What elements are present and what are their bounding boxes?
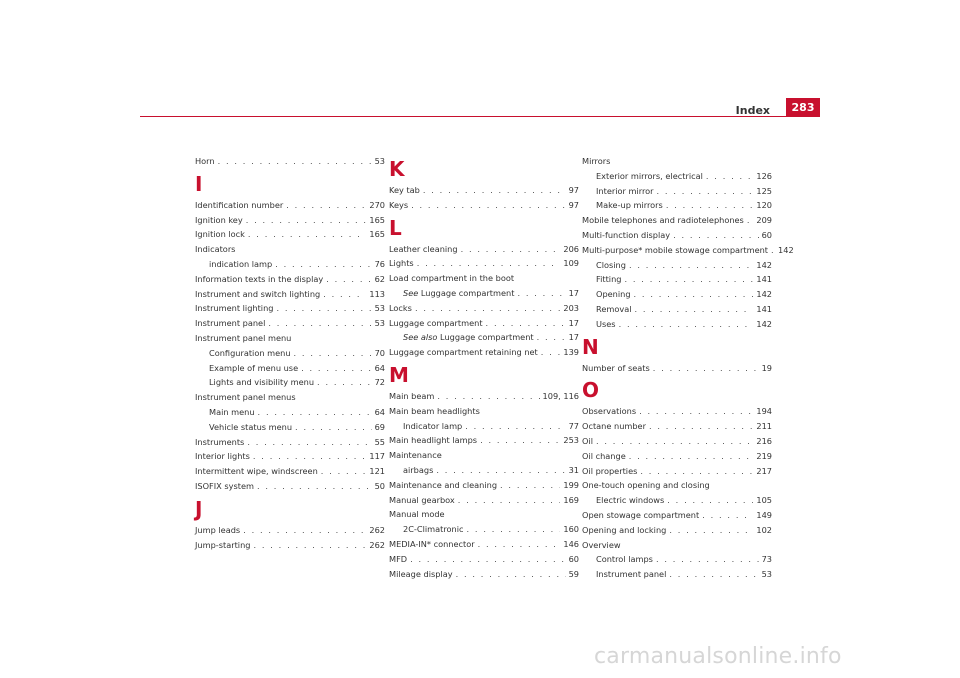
index-subentry <box>582 287 772 302</box>
index-entry-label: Uses <box>596 318 616 329</box>
index-page-number: 17 <box>568 287 579 298</box>
index-entry <box>582 243 794 258</box>
index-page-number: 199 <box>563 479 579 490</box>
dot-leader <box>248 227 366 242</box>
index-page-number: 60 <box>761 229 772 240</box>
index-section-letter: N <box>582 334 599 359</box>
dot-leader <box>276 301 371 316</box>
index-entry-label: MEDIA-IN* connector <box>389 538 475 549</box>
index-subentry <box>582 302 772 317</box>
index-page-number: 17 <box>568 317 579 328</box>
dot-leader <box>467 522 561 537</box>
index-entry <box>389 537 579 552</box>
index-entry <box>582 464 772 479</box>
page-number-badge: 283 <box>786 98 820 117</box>
index-page-number: 209 <box>756 215 772 226</box>
dot-leader <box>417 256 561 271</box>
index-subentry <box>582 493 772 508</box>
index-entry-label: Leather cleaning <box>389 243 458 254</box>
index-entry <box>389 478 579 493</box>
index-subentry <box>195 375 385 390</box>
index-entry-label: Multi-function display <box>582 229 671 240</box>
index-page-number: 125 <box>756 185 772 196</box>
index-page-number: 60 <box>568 553 579 564</box>
index-entry-label: Main headlight lamps <box>389 435 478 446</box>
dot-leader <box>247 435 371 450</box>
index-entry <box>582 213 772 228</box>
index-page-number: 270 <box>369 199 385 210</box>
index-entry-label: Make-up mirrors <box>596 200 663 211</box>
index-subentry <box>582 198 772 213</box>
index-page-number: 53 <box>374 156 385 166</box>
index-column-2 <box>389 154 579 581</box>
index-subentry <box>195 346 385 361</box>
index-page-number: 253 <box>563 435 579 446</box>
index-entry <box>195 479 385 494</box>
dot-leader <box>415 301 560 316</box>
dot-leader <box>465 419 565 434</box>
index-entry-label: Exterior mirrors, electrical <box>596 170 703 181</box>
cross-reference-target: Luggage compartment <box>437 332 534 343</box>
dot-leader <box>321 464 367 479</box>
dot-leader <box>410 552 566 567</box>
index-entry-label: Observations <box>582 406 637 417</box>
index-entry-label: 2C-Climatronic <box>403 524 464 535</box>
dot-leader <box>667 493 753 508</box>
index-page-number: 117 <box>369 451 385 462</box>
index-entry-label: Mobile telephones and radiotelephones <box>582 215 744 226</box>
index-subentry <box>582 184 772 199</box>
index-page-number: 53 <box>374 318 385 329</box>
index-entry <box>195 227 385 242</box>
index-page-number: 142 <box>778 244 794 255</box>
index-entry <box>389 301 579 316</box>
index-entry <box>195 316 385 331</box>
index-page-number: 69 <box>374 421 385 432</box>
index-page-number: 194 <box>756 406 772 417</box>
dot-leader <box>323 287 366 302</box>
index-subentry <box>582 169 772 184</box>
dot-leader <box>656 552 759 567</box>
index-entry <box>195 213 385 228</box>
index-entry-label: ISOFIX system <box>195 480 254 491</box>
index-entry-label: Jump leads <box>195 524 241 535</box>
index-page-number: 31 <box>568 464 579 475</box>
index-subentry <box>582 567 772 582</box>
index-entry <box>582 419 772 434</box>
dot-leader <box>257 479 372 494</box>
index-entry <box>195 154 385 169</box>
index-entry-label: Closing <box>596 259 626 270</box>
index-entry-label: Multi-purpose* mobile stowage compartment <box>582 244 769 255</box>
index-page-number: 70 <box>374 347 385 358</box>
dot-leader <box>268 316 371 331</box>
index-entry <box>195 301 385 316</box>
index-subentry <box>389 330 579 345</box>
index-entry-label: Ignition key <box>195 214 243 225</box>
index-page-number: 113 <box>369 288 385 299</box>
dot-leader <box>486 316 566 331</box>
index-subentry <box>195 405 385 420</box>
index-entry-heading: One-touch opening and closing <box>582 480 710 491</box>
index-subentry <box>389 286 579 301</box>
index-entry-label: Interior lights <box>195 451 250 462</box>
index-entry <box>582 228 772 243</box>
index-column-1 <box>195 154 385 552</box>
index-entry-label: Fitting <box>596 274 622 285</box>
dot-leader <box>295 420 372 435</box>
index-entry <box>195 538 385 553</box>
index-entry-label: Horn <box>195 156 215 166</box>
index-entry-heading: Maintenance <box>389 450 442 461</box>
index-entry-heading: Overview <box>582 539 621 550</box>
index-page-number: 142 <box>756 318 772 329</box>
dot-leader <box>246 213 367 228</box>
index-page-number: 76 <box>374 258 385 269</box>
dot-leader <box>624 272 753 287</box>
index-entry-label: Instrument panel <box>195 318 266 329</box>
index-entry-label: Open stowage compartment <box>582 509 700 520</box>
index-page-number: 146 <box>563 538 579 549</box>
index-page-number: 206 <box>563 243 579 254</box>
index-entry-label: Keys <box>389 199 409 210</box>
index-page-number: 59 <box>568 568 579 579</box>
index-entry <box>582 523 772 538</box>
index-page-number: 120 <box>756 200 772 211</box>
index-entry-label: Number of seats <box>582 362 650 373</box>
watermark-text: carmanualsonline.info <box>594 644 842 669</box>
index-subentry <box>195 257 385 272</box>
index-entry-label: Oil properties <box>582 465 638 476</box>
dot-leader <box>771 243 775 258</box>
index-entry-heading: Main beam headlights <box>389 405 480 416</box>
index-entry-label: Lights <box>389 258 414 269</box>
dot-leader <box>629 449 754 464</box>
index-entry-label: Mileage display <box>389 568 453 579</box>
index-page-number: 165 <box>369 214 385 225</box>
index-entry-label: Electric windows <box>596 495 665 506</box>
index-entry-label: Configuration menu <box>209 347 291 358</box>
index-entry <box>389 198 579 213</box>
index-section-letter: I <box>195 171 203 196</box>
header-rule <box>140 116 820 117</box>
index-section-letter: J <box>195 496 203 521</box>
index-page-number: 77 <box>568 420 579 431</box>
dot-leader <box>326 272 371 287</box>
dot-leader <box>478 537 561 552</box>
index-page-number: 55 <box>374 436 385 447</box>
index-entry <box>389 552 579 567</box>
index-entry <box>389 493 579 508</box>
index-page-number: 141 <box>756 274 772 285</box>
index-page-number: 211 <box>756 421 772 432</box>
index-entry <box>389 183 579 198</box>
dot-leader <box>666 198 754 213</box>
index-page-number: 217 <box>756 465 772 476</box>
index-entry-label: Ignition lock <box>195 229 245 240</box>
index-entry <box>389 567 579 582</box>
index-entry-label: Removal <box>596 303 632 314</box>
index-column-3 <box>582 154 794 582</box>
dot-leader <box>639 404 753 419</box>
dot-leader <box>537 330 566 345</box>
index-entry-label: Instrument lighting <box>195 303 274 314</box>
index-entry <box>389 433 579 448</box>
index-entry-label: Maintenance and cleaning <box>389 479 498 490</box>
index-entry-heading: Mirrors <box>582 156 611 166</box>
index-page-number: 64 <box>374 362 385 373</box>
index-page-number: 105 <box>756 495 772 506</box>
page-title: Index <box>735 104 770 117</box>
index-page-number: 142 <box>756 289 772 300</box>
index-entry-label: Oil <box>582 435 593 446</box>
index-subentry <box>582 258 772 273</box>
dot-leader <box>669 523 753 538</box>
index-page-number: 203 <box>563 302 579 313</box>
index-entry-label: Intermittent wipe, windscreen <box>195 466 318 477</box>
index-page-number: 165 <box>369 229 385 240</box>
index-page-number: 121 <box>369 466 385 477</box>
index-page-number: 142 <box>756 259 772 270</box>
index-entry-label: Octane number <box>582 421 646 432</box>
index-entry <box>195 272 385 287</box>
index-page-number: 73 <box>761 554 772 565</box>
index-entry <box>582 404 772 419</box>
index-entry <box>389 316 579 331</box>
index-page-number: 109 <box>563 258 579 269</box>
dot-leader <box>634 287 754 302</box>
dot-leader <box>423 183 566 198</box>
index-entry-label: Information texts in the display <box>195 273 324 284</box>
index-entry-label: Opening and locking <box>582 524 667 535</box>
index-page-number: 160 <box>563 524 579 535</box>
index-entry-label: Luggage compartment <box>389 317 483 328</box>
index-entry-label: Manual gearbox <box>389 494 455 505</box>
index-entry-label: Indicator lamp <box>403 420 463 431</box>
dot-leader <box>619 317 754 332</box>
index-page-number: 102 <box>756 524 772 535</box>
index-subentry <box>389 522 579 537</box>
dot-leader <box>640 464 753 479</box>
dot-leader <box>218 154 372 169</box>
index-entry <box>389 389 579 404</box>
index-subentry <box>195 361 385 376</box>
dot-leader <box>436 463 565 478</box>
index-entry-heading: Instrument panel menus <box>195 392 296 403</box>
index-entry-label: Example of menu use <box>209 362 299 373</box>
index-page-number: 19 <box>761 362 772 373</box>
index-subentry <box>389 419 579 434</box>
index-section-letter: O <box>582 378 600 403</box>
index-page-number: 53 <box>374 303 385 314</box>
dot-leader <box>258 405 372 420</box>
dot-leader <box>411 198 565 213</box>
index-page-number: 169 <box>563 494 579 505</box>
dot-leader <box>629 258 753 273</box>
index-entry-label: Instruments <box>195 436 245 447</box>
index-section-letter: K <box>389 157 405 181</box>
dot-leader <box>649 419 753 434</box>
dot-leader <box>253 449 366 464</box>
index-entry-label: Opening <box>596 289 631 300</box>
index-entry <box>389 256 579 271</box>
dot-leader <box>706 169 753 184</box>
index-entry-label: Vehicle status menu <box>209 421 293 432</box>
index-entry-label: Locks <box>389 302 412 313</box>
dot-leader <box>653 361 759 376</box>
dot-leader <box>517 286 565 301</box>
index-page-number: 64 <box>374 406 385 417</box>
index-entry-label: Key tab <box>389 185 420 195</box>
index-entry <box>582 449 772 464</box>
index-entry-heading: Indicators <box>195 244 236 255</box>
index-entry-label: Oil change <box>582 450 626 461</box>
index-entry-label <box>403 330 534 345</box>
index-entry-heading: Load compartment in the boot <box>389 273 515 284</box>
dot-leader <box>480 433 560 448</box>
dot-leader <box>286 198 366 213</box>
dot-leader <box>596 434 753 449</box>
dot-leader <box>317 375 372 390</box>
dot-leader <box>500 478 560 493</box>
index-entry-label: Luggage compartment retaining net <box>389 347 538 358</box>
index-entry-label: Control lamps <box>596 554 653 565</box>
dot-leader <box>294 346 372 361</box>
dot-leader <box>657 184 754 199</box>
index-entry-label: MFD <box>389 553 408 564</box>
dot-leader <box>301 361 371 376</box>
dot-leader <box>243 523 366 538</box>
index-entry-label: Main beam <box>389 390 435 401</box>
dot-leader <box>634 302 753 317</box>
index-entry <box>195 198 385 213</box>
index-page-number: 141 <box>756 303 772 314</box>
dot-leader <box>702 508 753 523</box>
index-subentry <box>582 272 772 287</box>
index-entry-label: Identification number <box>195 199 284 210</box>
index-entry-label: Jump-starting <box>195 539 251 550</box>
index-entry-heading: Instrument panel menu <box>195 332 292 343</box>
index-subentry <box>582 317 772 332</box>
dot-leader <box>437 389 539 404</box>
index-entry-label: Lights and visibility menu <box>209 377 315 388</box>
index-section-letter: L <box>389 215 402 240</box>
index-page-number: 62 <box>374 273 385 284</box>
index-entry <box>195 464 385 479</box>
index-page-number: 53 <box>761 569 772 580</box>
dot-leader <box>541 345 561 360</box>
dot-leader <box>458 493 561 508</box>
dot-leader <box>461 242 561 257</box>
index-entry-label: Instrument and switch lighting <box>195 288 321 299</box>
index-entry <box>389 242 579 257</box>
index-entry-label: airbags <box>403 464 434 475</box>
index-entry <box>389 345 579 360</box>
cross-reference-prefix: See <box>403 287 419 298</box>
cross-reference-target: Luggage compartment <box>418 287 515 298</box>
index-subentry <box>582 552 772 567</box>
dot-leader <box>275 257 371 272</box>
dot-leader <box>456 567 566 582</box>
index-page-number: 219 <box>756 450 772 461</box>
index-page-number: 17 <box>568 332 579 343</box>
index-entry <box>195 523 385 538</box>
dot-leader <box>669 567 758 582</box>
dot-leader <box>747 213 754 228</box>
cross-reference-prefix: See also <box>403 332 438 343</box>
index-entry-label: indication lamp <box>209 258 273 269</box>
index-page-number: 216 <box>756 435 772 446</box>
index-page-number: 139 <box>563 347 579 358</box>
index-entry-heading: Manual mode <box>389 509 445 520</box>
index-entry-label <box>403 286 514 301</box>
index-entry <box>582 361 772 376</box>
index-entry <box>195 435 385 450</box>
index-page-number: 262 <box>369 539 385 550</box>
index-page-number: 50 <box>374 480 385 491</box>
index-page-number: 72 <box>374 377 385 388</box>
index-page-number: 109, 116 <box>542 390 579 401</box>
index-page-number: 97 <box>568 199 579 210</box>
index-subentry <box>195 420 385 435</box>
dot-leader <box>673 228 758 243</box>
index-subentry <box>389 463 579 478</box>
index-page-number: 262 <box>369 524 385 535</box>
index-entry-label: Interior mirror <box>596 185 654 196</box>
index-page-number: 149 <box>756 509 772 520</box>
index-entry-label: Instrument panel <box>596 569 667 580</box>
index-entry <box>195 287 385 302</box>
index-entry <box>195 449 385 464</box>
index-page-number: 126 <box>756 170 772 181</box>
dot-leader <box>253 538 366 553</box>
index-section-letter: M <box>389 362 409 387</box>
index-entry-label: Main menu <box>209 406 255 417</box>
index-entry <box>582 434 772 449</box>
index-entry <box>582 508 772 523</box>
index-page-number: 97 <box>568 185 579 195</box>
